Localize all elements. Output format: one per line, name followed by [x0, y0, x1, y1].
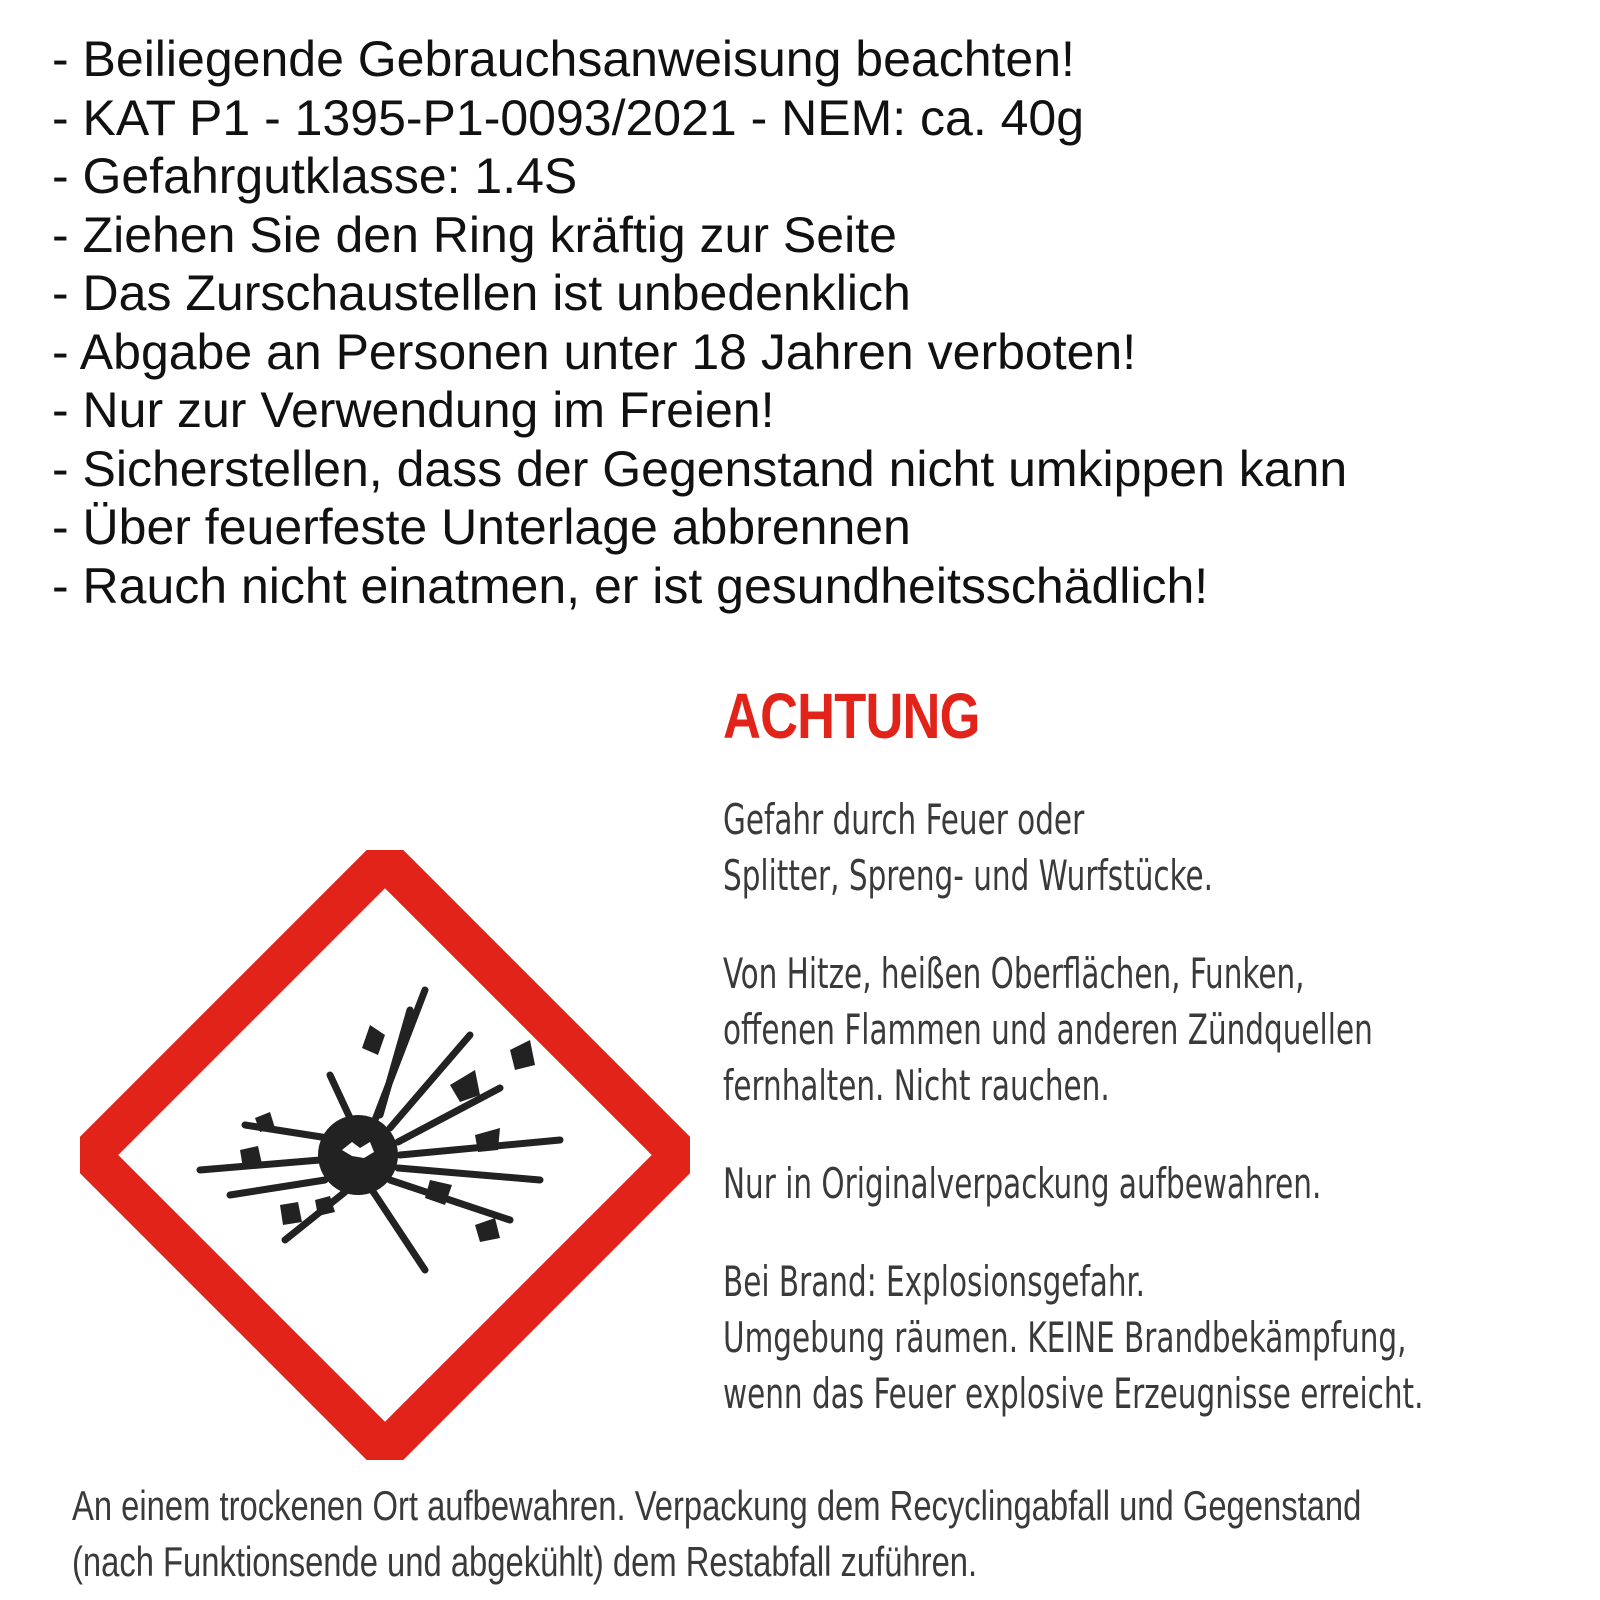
storage-statement: [723, 1156, 1581, 1212]
instruction-item: - Abgabe an Personen unter 18 Jahren verboten!: [52, 323, 1137, 380]
hazard-line: Gefahr durch Feuer oder: [723, 795, 1085, 844]
signal-word: ACHTUNG: [723, 680, 980, 752]
instruction-item: - Über feuerfeste Unterlage abbrennen: [52, 499, 911, 555]
instruction-item: - Rauch nicht einatmen, er ist gesundheitsschädlich!: [52, 557, 1209, 614]
instruction-item: - Beiliegende Gebrauchsanweisung beachten!: [52, 31, 1075, 87]
disposal-note: [72, 1478, 1554, 1590]
fire-line: Umgebung räumen. KEINE Brandbekämpfung,: [723, 1313, 1407, 1362]
instruction-item: - Das Zurschaustellen ist unbedenklich: [52, 265, 911, 321]
precaution-line: Von Hitze, heißen Oberflächen, Funken,: [723, 949, 1305, 998]
instruction-item: - Ziehen Sie den Ring kräftig zur Seite: [52, 206, 897, 263]
fire-line: Bei Brand: Explosionsgefahr.: [723, 1257, 1146, 1306]
disposal-line: An einem trockenen Ort aufbewahren. Verpackung dem Recyclingabfall und Gegenstand: [72, 1482, 1362, 1529]
hazard-statement: [723, 792, 1581, 904]
disposal-line: (nach Funktionsende und abgekühlt) dem Restabfall zuführen.: [72, 1538, 978, 1585]
exploding-bomb-icon: [80, 850, 690, 1460]
precaution-line: offenen Flammen und anderen Zündquellen: [723, 1005, 1373, 1054]
instruction-item: - Nur zur Verwendung im Freien!: [52, 382, 775, 438]
fire-line: wenn das Feuer explosive Erzeugnisse erreicht.: [723, 1369, 1424, 1418]
instruction-item: - Sicherstellen, dass der Gegenstand nicht umkippen kann: [52, 440, 1348, 497]
precaution-statement: [723, 946, 1581, 1114]
storage-line: Nur in Originalverpackung aufbewahren.: [723, 1159, 1322, 1208]
hazard-line: Splitter, Spreng- und Wurfstücke.: [723, 851, 1213, 900]
instruction-item: - Gefahrgutklasse: 1.4S: [52, 148, 578, 204]
fire-statement: [723, 1254, 1581, 1422]
hazard-statement-block: [723, 680, 1583, 1464]
precaution-line: fernhalten. Nicht rauchen.: [723, 1061, 1110, 1110]
instruction-item: - KAT P1 - 1395-P1-0093/2021 - NEM: ca. 40g: [52, 89, 1085, 146]
instruction-list: [52, 30, 1582, 615]
